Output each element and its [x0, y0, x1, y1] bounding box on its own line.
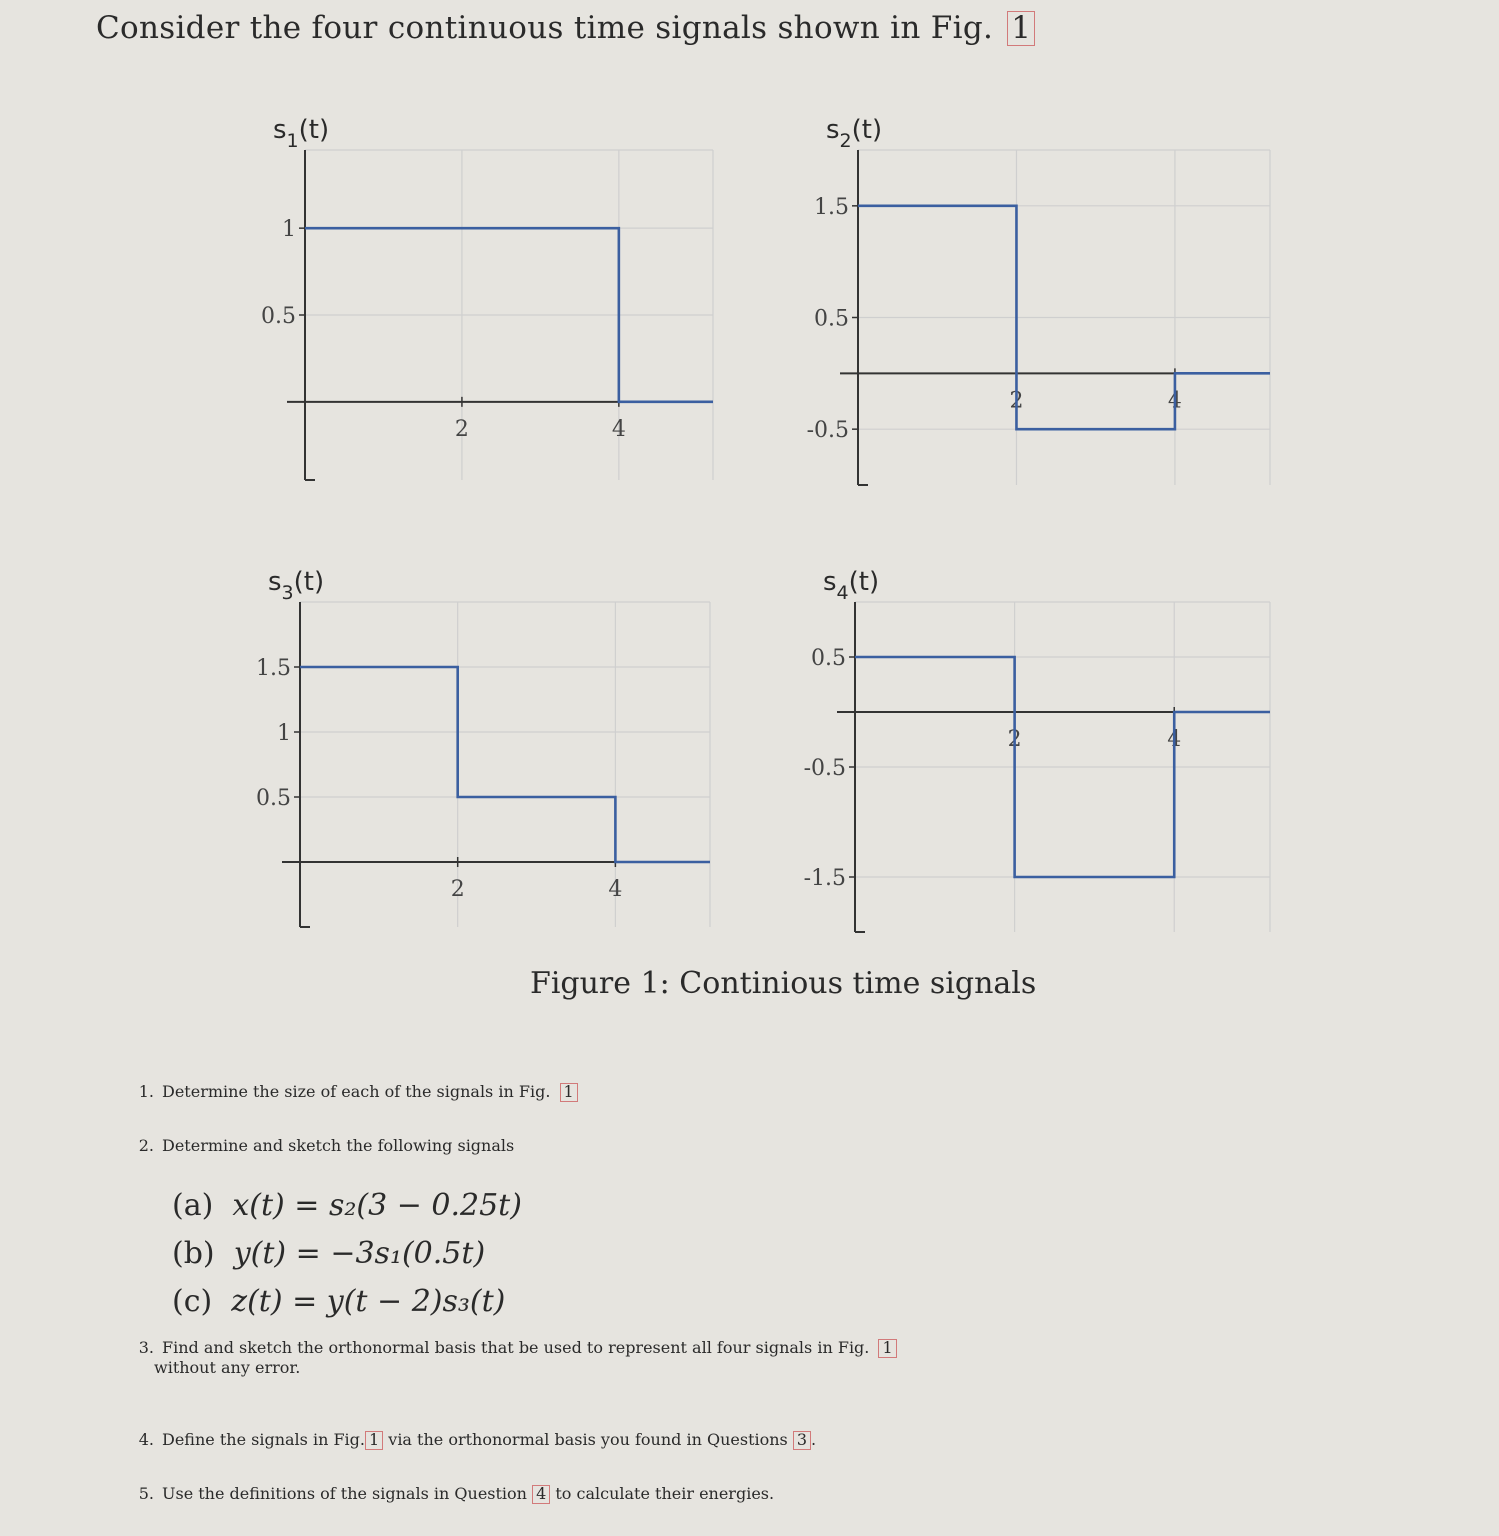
question-reference[interactable]: 4: [532, 1485, 550, 1504]
x-tick-label: 4: [608, 877, 623, 902]
question-3: 3. Find and sketch the orthonormal basis that be used to represent all four signals in Fig. 1 without any error.: [112, 1338, 1442, 1377]
x-tick-label: 4: [1167, 388, 1182, 414]
grid: [300, 602, 710, 927]
y-axis-label: $s_1(t)$: [273, 115, 330, 152]
figure-reference[interactable]: 1: [560, 1083, 578, 1102]
x-tick-label: 2: [1009, 388, 1024, 414]
y-axis-label: $s_3(t)$: [268, 567, 325, 604]
y-tick-label: 0.5: [811, 646, 846, 671]
y-tick-label: 0.5: [814, 306, 849, 332]
figure-reference[interactable]: 1: [1007, 11, 1035, 46]
x-tick-label: 2: [454, 416, 469, 442]
y-tick-label: 1.5: [814, 194, 849, 220]
y-tick-label: 1.5: [256, 656, 291, 681]
grid: [305, 150, 713, 480]
y-tick-label: 1: [277, 721, 291, 746]
sub-item-c: (c) z(t) = y(t − 2)s₃(t): [172, 1284, 506, 1319]
x-tick-label: 2: [1007, 727, 1022, 752]
intro-paragraph: [96, 10, 1035, 46]
question-2: 2. Determine and sketch the following signals: [138, 1136, 515, 1155]
question-reference[interactable]: 3: [793, 1431, 811, 1450]
y-tick-label: 0.5: [256, 786, 291, 811]
question-4: 4. Define the signals in Fig. 1 via the orthonormal basis you found in Questions 3 .: [138, 1430, 817, 1449]
sub-item-b: (b) y(t) = −3s₁(0.5t): [172, 1236, 486, 1271]
question-5: 5. Use the definitions of the signals in Question 4 to calculate their energies.: [138, 1484, 775, 1503]
grid: [858, 150, 1270, 485]
plot-s3: [230, 560, 730, 935]
y-tick-label: -1.5: [803, 866, 846, 891]
x-tick-label: 4: [1167, 727, 1182, 752]
y-tick-label: -0.5: [806, 418, 849, 444]
intro-text: Consider the four continuous time signals shown in Fig.: [96, 10, 994, 46]
question-1: 1. Determine the size of each of the signals in Fig. 1: [112, 1082, 578, 1102]
plot-s2: [780, 108, 1280, 493]
y-tick-label: 0.5: [261, 304, 296, 329]
signal-line: [300, 667, 710, 862]
grid: [855, 602, 1270, 932]
y-axis-label: $s_2(t)$: [826, 115, 883, 152]
x-tick-label: 4: [611, 416, 626, 442]
plot-s4: [780, 567, 1280, 935]
y-axis-label: $s_4(t)$: [823, 567, 880, 604]
figure-reference[interactable]: 1: [878, 1339, 896, 1358]
x-tick-label: 2: [450, 877, 465, 902]
plot-s1: [230, 108, 730, 488]
sub-item-a: (a) x(t) = s₂(3 − 0.25t): [172, 1188, 522, 1223]
figure-caption: Figure 1: Continious time signals: [530, 966, 1037, 1001]
figure-reference[interactable]: 1: [365, 1431, 383, 1450]
y-tick-label: 1: [282, 217, 296, 243]
y-tick-label: -0.5: [803, 756, 846, 781]
